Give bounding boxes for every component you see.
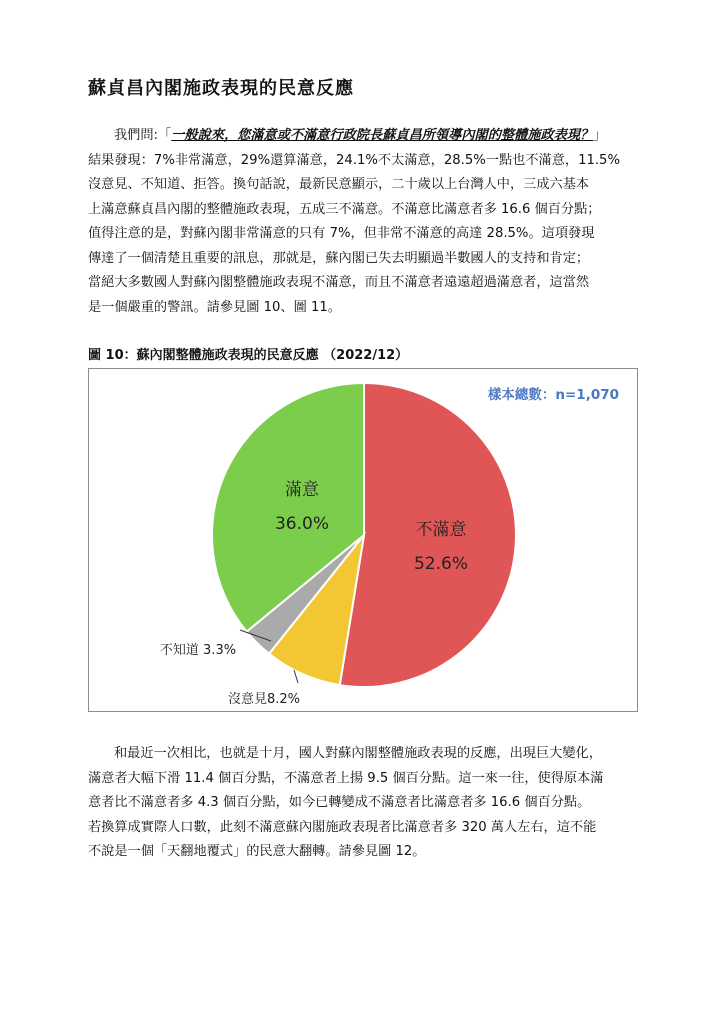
paragraph-line: 上滿意蘇貞昌內閣的整體施政表現，五成三不滿意。不滿意比滿意者多 16.6 個百分點； [88,201,601,217]
paragraph-line: 當絕大多數國人對蘇內閣整體施政表現不滿意，而且不滿意者遠遠超過滿意者，這當然 [88,275,590,290]
noopinion-label: 沒意見8.2% [227,692,301,707]
comparison-paragraph [88,742,636,865]
dissatisfied-label: 不滿意 [415,520,467,540]
question-close: 」 [593,128,607,143]
paragraph-line: 滿意者大幅下滑 11.4 個百分點，不滿意者上揚 9.5 個百分點。這一來一往，使得原本滿 [88,770,604,786]
figure-caption: 圖 10：蘇內閣整體施政表現的民意反應 （2022/12） [88,348,409,363]
pie-chart-frame [88,368,638,712]
paragraph-line: 和最近一次相比，也就是十月，國人對蘇內閣整體施政表現的反應，出現巨大變化， [114,746,602,761]
satisfied-pct: 36.0% [274,514,330,534]
paragraph-line: 傳達了一個清楚且重要的訊息，那就是，蘇內閣已失去明顯過半數國人的支持和肯定； [88,250,590,266]
pie-chart [89,369,637,711]
sample-size-label: 樣本總數：n=1,070 [487,387,619,403]
paragraph-line: 值得注意的是，對蘇內閣非常滿意的只有 7%，但非常不滿意的高達 28.5%。這項發現 [88,226,595,241]
survey-question: 一般說來，您滿意或不滿意行政院長蘇貞昌所領導內閣的整體施政表現？ [171,128,594,143]
paragraph-line: 沒意見、不知道、拒答。換句話說，最新民意顯示，二十歲以上台灣人中，三成六基本 [88,177,590,192]
dissatisfied-pct: 52.6% [413,554,469,574]
paragraph-line: 是一個嚴重的警訊。請參見圖 10、圖 11。 [88,299,341,315]
section-title: 蘇貞昌內閣施政表現的民意反應 [88,78,354,99]
satisfied-label: 滿意 [285,480,319,500]
dontknow-label: 不知道 3.3% [159,643,237,658]
paragraph-line: 不說是一個「天翻地覆式」的民意大翻轉。請參見圖 12。 [88,844,426,859]
intro-paragraph [88,124,636,320]
paragraph-line: 意者比不滿意者多 4.3 個百分點，如今已轉變成不滿意者比滿意者多 16.6 個百分點。 [88,795,591,810]
question-lead: 我們問:「 [114,128,172,143]
paragraph-line: 結果發現：7%非常滿意，29%還算滿意，24.1%不太滿意，28.5%一點也不滿意，11.5% [88,152,620,168]
paragraph-line: 若換算成實際人口數，此刻不滿意蘇內閣施政表現者比滿意者多 320 萬人左右，這不能 [88,819,597,835]
